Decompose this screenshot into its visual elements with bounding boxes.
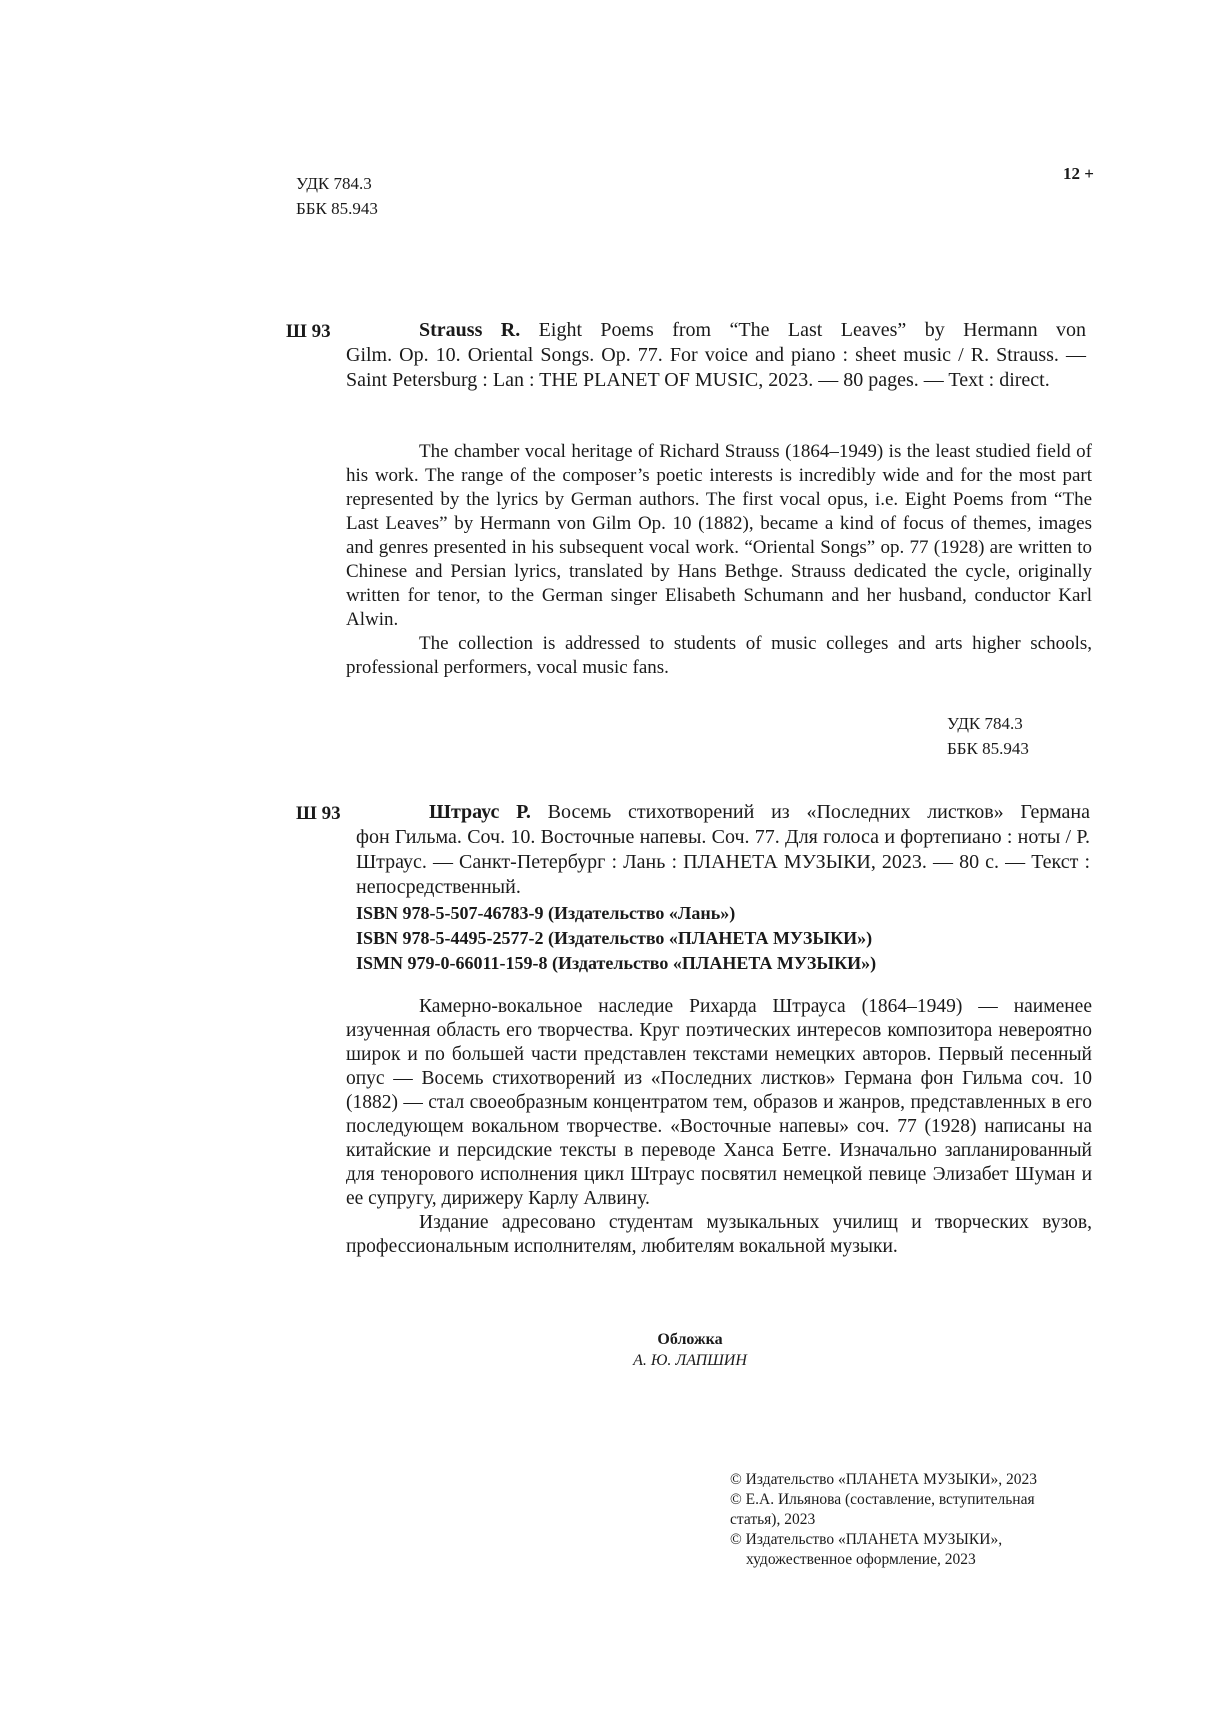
copyright-block [730,1470,1090,1570]
abstract-ru-paragraph-1: Камерно-вокальное наследие Рихарда Штрауса (1864–1949) — наименее изученная область его творчества. Круг поэтических интересов композитора невероятно широк и по большей части представлен текстами немецких авторов. Первый песенный опус — Восемь стихотворений из «Последних листков» Германа фон Гильма соч. 10 (1882) — стал своеобразным концентратом тем, образов и жанров, представленных в его последующем вокальном творчестве. «Восточные напевы» соч. 77 (1928) написаны на китайские и персидские тексты в переводе Ханса Бетге. Изначально запланированный для тенорового исполнения цикл Штраус посвятил немецкой певице Элизабет Шуман и ее супругу, дирижеру Карлу Алвину. [346,996,1092,1209]
bibliographic-entry-ru [356,800,1090,900]
cover-designer: А. Ю. ЛАПШИН [633,1352,747,1369]
top-classification-codes [296,171,378,221]
copyright-line-3a: © Издательство «ПЛАНЕТА МУЗЫКИ», [730,1531,1003,1548]
abstract-ru [346,995,1092,1259]
entry-en-first-line [346,318,1086,343]
entry-en-author: Strauss R. [419,319,521,341]
entry-ru-title-start: Восемь стихотворений из «Последних листков» Германа [547,801,1090,823]
copyright-line-3b: художественное оформление, 2023 [746,1551,976,1568]
cover-label: Обложка [657,1331,723,1348]
abstract-en [346,440,1092,680]
ismn-planet: ISMN 979-0-66011-159-8 (Издательство «ПЛАНЕТА МУЗЫКИ») [356,953,877,973]
bbk-code-2: ББК 85.943 [947,739,1029,758]
entry-ru-rest: фон Гильма. Соч. 10. Восточные напевы. Соч. 77. Для голоса и фортепиано : ноты / Р. Штраус. — Санкт-Петербург : Лань : ПЛАНЕТА МУЗЫКИ, 2023. — 80 с. — Текст : непосредственный. [356,826,1090,898]
author-mark-en: Ш 93 [286,321,331,342]
copyright-line-2a: © Е.А. Ильянова (составление, вступительная [730,1491,1035,1508]
entry-ru-author: Штраус Р. [429,801,531,823]
isbn-lan: ISBN 978-5-507-46783-9 (Издательство «Лань») [356,903,736,923]
entry-en-rest: Gilm. Op. 10. Oriental Songs. Op. 77. For voice and piano : sheet music / R. Strauss. — Saint Petersburg : Lan : THE PLANET OF MUSIC, 2023. — 80 pages. — Text : direct. [346,344,1086,391]
age-rating: 12 + [1063,164,1094,183]
entry-ru-first-line [356,800,1090,825]
isbn-planet: ISBN 978-5-4495-2577-2 (Издательство «ПЛАНЕТА МУЗЫКИ») [356,928,873,948]
copyright-line-1: © Издательство «ПЛАНЕТА МУЗЫКИ», 2023 [730,1471,1037,1488]
udk-code: УДК 784.3 [296,174,372,193]
copyright-line-2b: статья), 2023 [730,1511,816,1528]
mid-classification-codes [947,711,1029,761]
entry-en-title-start: Eight Poems from “The Last Leaves” by Hermann von [538,319,1087,341]
bbk-code: ББК 85.943 [296,199,378,218]
identifier-list [356,901,876,976]
abstract-en-paragraph-1: The chamber vocal heritage of Richard Strauss (1864–1949) is the least studied field of his work. The range of the composer’s poetic interests is incredibly wide and for the most part represented by the lyrics by German authors. The first vocal opus, i.e. Eight Poems from “The Last Leaves” by Hermann von Gilm Op. 10 (1882), became a kind of focus of themes, images and genres presented in his subsequent vocal work. “Oriental Songs” op. 77 (1928) are written to Chinese and Persian lyrics, translated by Hans Bethge. Strauss dedicated the cycle, originally written for tenor, to the German singer Elisabeth Schumann and her husband, conductor Karl Alwin. [346,441,1092,630]
abstract-ru-paragraph-2: Издание адресовано студентам музыкальных училищ и творческих вузов, профессиональным исполнителям, любителям вокальной музыки. [346,1212,1092,1257]
udk-code-2: УДК 784.3 [947,714,1023,733]
abstract-en-paragraph-2: The collection is addressed to students of music colleges and arts higher schools, professional performers, vocal music fans. [346,633,1092,678]
cover-credit [560,1329,820,1371]
author-mark-ru: Ш 93 [296,803,341,824]
bibliographic-entry-en [346,318,1086,393]
